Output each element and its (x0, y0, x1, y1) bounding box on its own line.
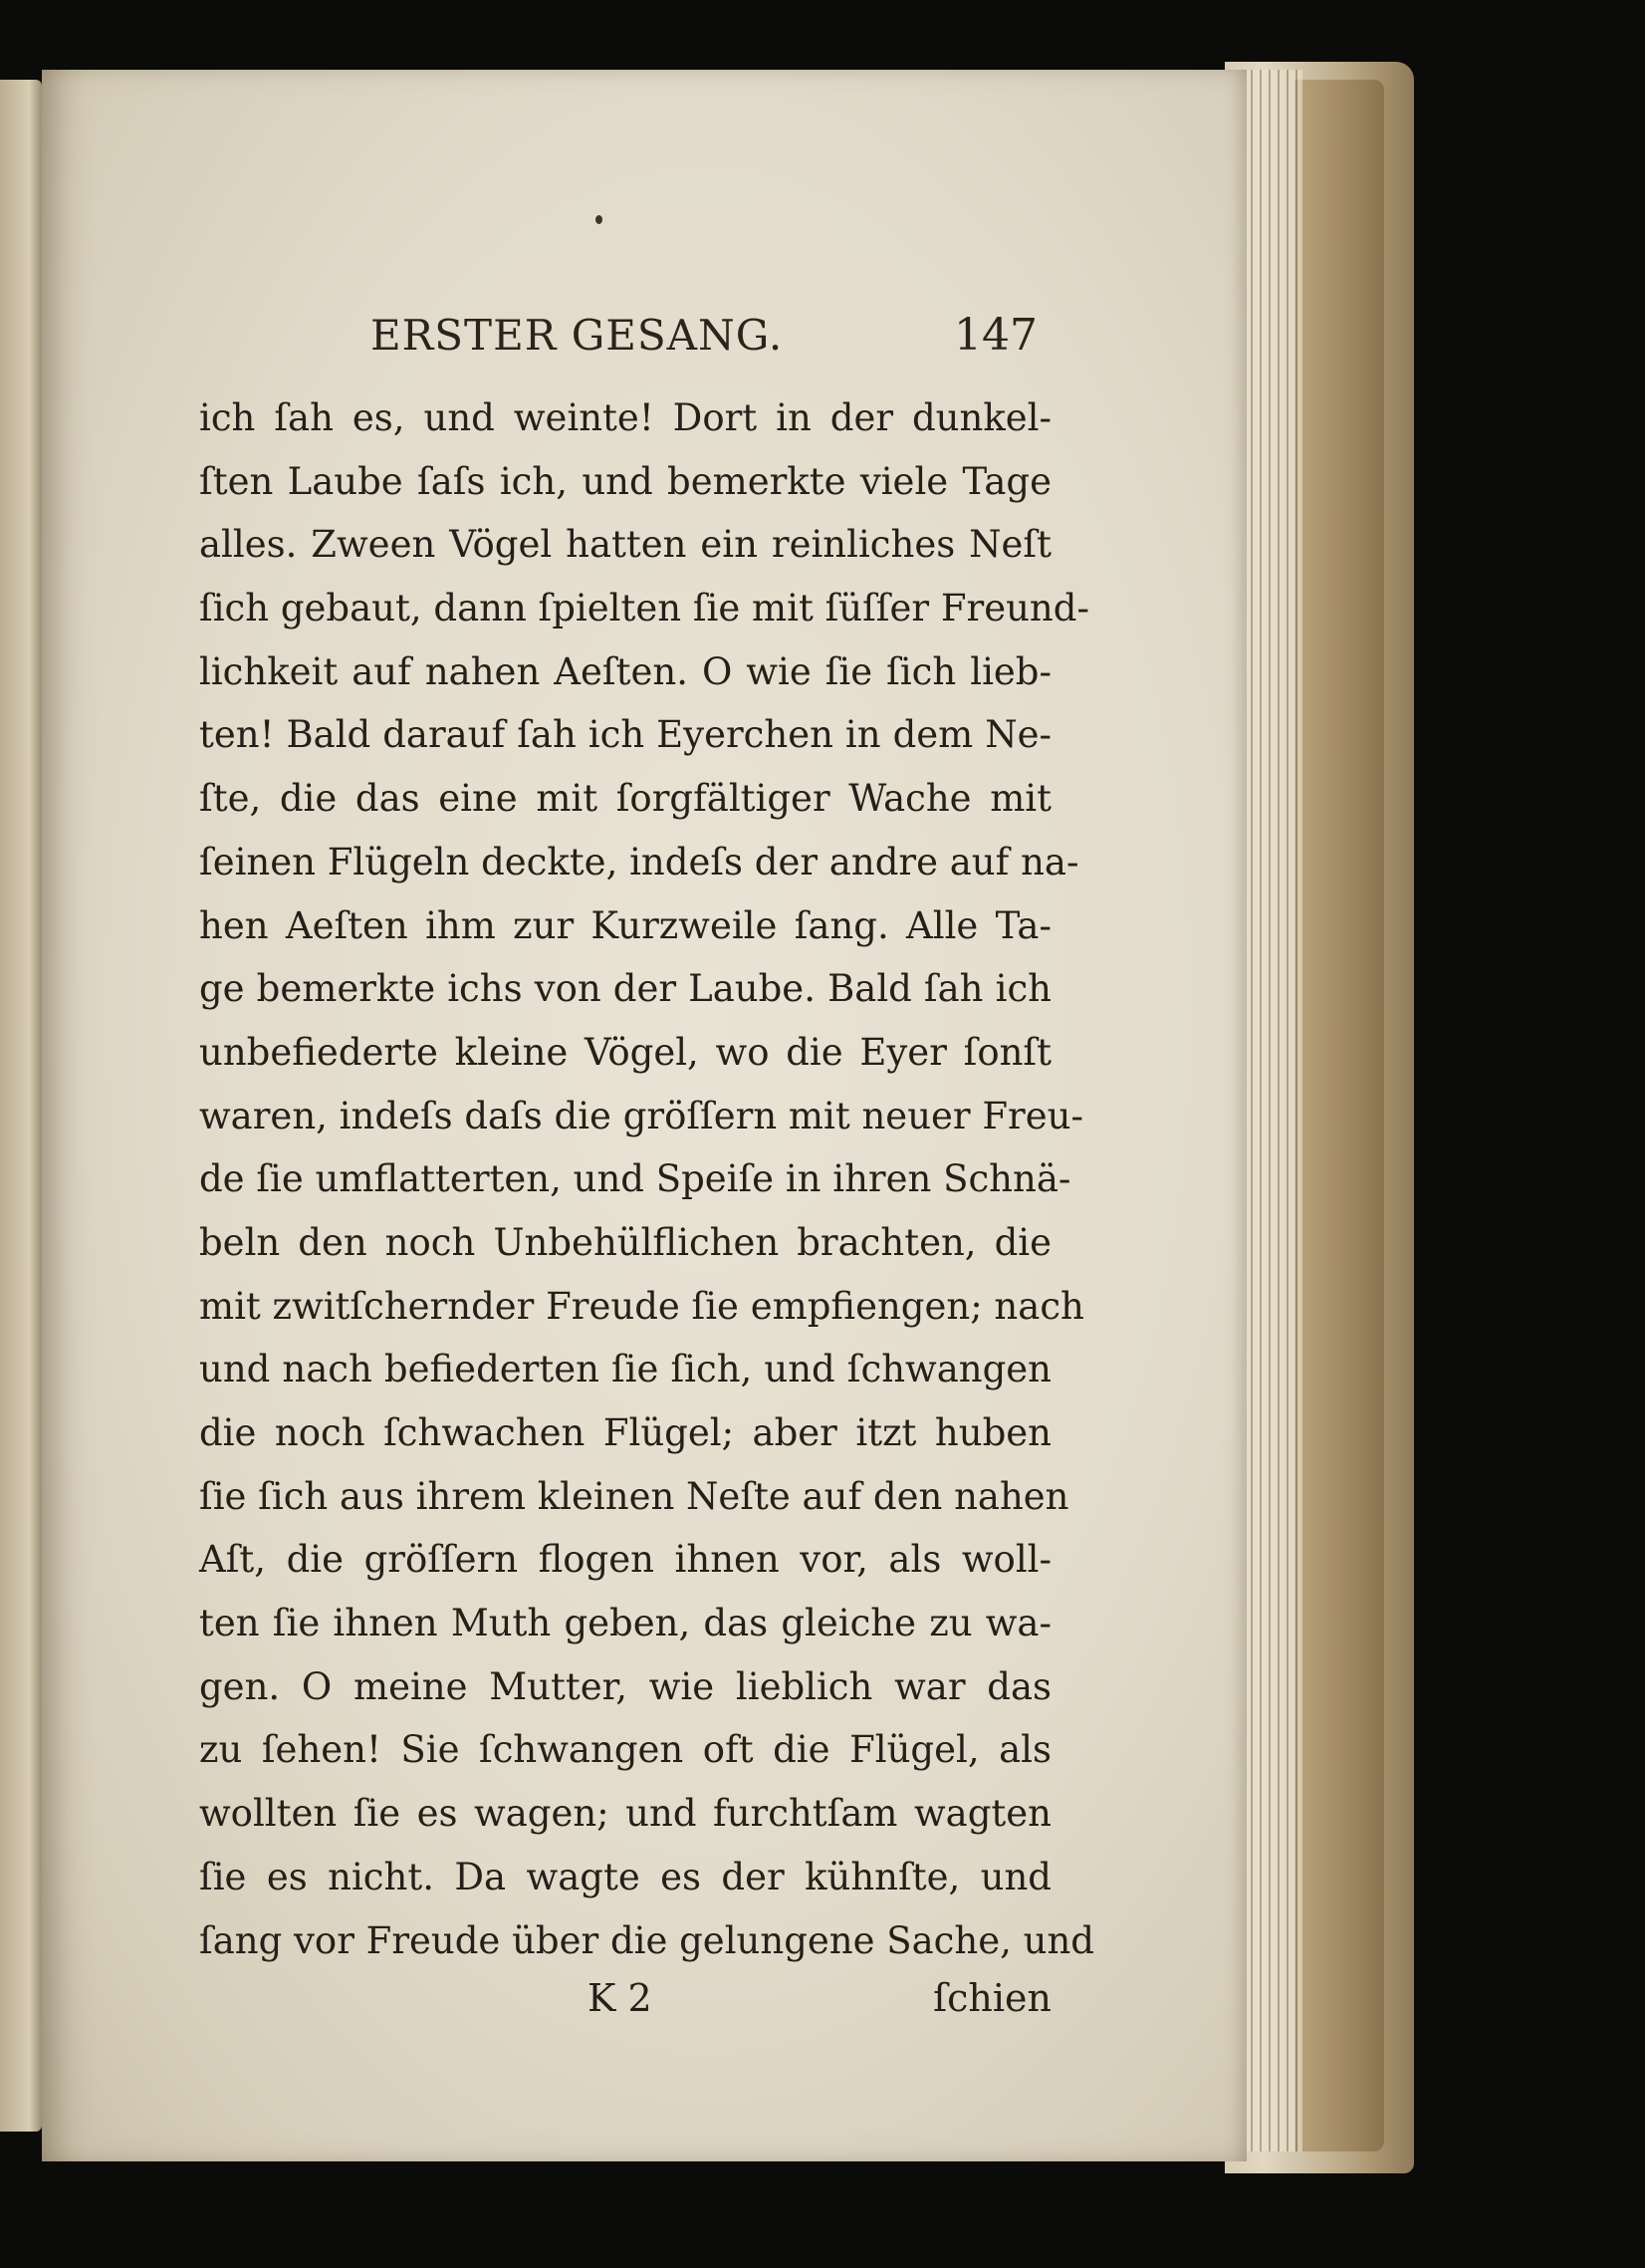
cover-edge (1294, 80, 1384, 2151)
text-line: ſte, die das eine mit ſorgfältiger Wache mit (199, 777, 1052, 821)
text-line: hen Aeſten ihm zur Kurzweile ſang. Alle Ta- (199, 903, 1052, 947)
text-line: ſang vor Freude über die gelungene Sache, und (199, 1918, 1094, 1962)
page-number: 147 (954, 310, 1038, 361)
text-line: lichkeit auf nahen Aeſten. O wie ſie ſich lieb- (199, 649, 1052, 693)
text-line: waren, indeſs daſs die gröſſern mit neuer Freu- (199, 1094, 1083, 1137)
book-page (42, 70, 1247, 2161)
text-line: Aſt, die gröſſern flogen ihnen vor, als woll- (199, 1538, 1052, 1582)
text-line: ten! Bald darauf ſah ich Eyerchen in dem Ne- (199, 713, 1052, 757)
text-line: ſich gebaut, dann ſpielten ſie mit ſüſſer Freund- (199, 587, 1089, 630)
text-line: ten ſie ihnen Muth geben, das gleiche zu wa- (199, 1602, 1052, 1645)
text-line: de ſie umflatterten, und Speiſe in ihren Schnä- (199, 1157, 1071, 1201)
text-line: ſie es nicht. Da wagte es der kühnſte, und (199, 1855, 1052, 1898)
running-title: ERSTER GESANG. (370, 311, 784, 360)
signature-mark: K 2 (588, 1976, 652, 2020)
text-line: und nach befiederten ſie ſich, und ſchwangen (199, 1348, 1052, 1391)
text-line: mit zwitſchernder Freude ſie empfiengen; nach (199, 1284, 1084, 1328)
text-line: gen. O meine Mutter, wie lieblich war das (199, 1664, 1052, 1708)
text-line: ge bemerkte ichs von der Laube. Bald ſah ich (199, 967, 1052, 1011)
body-text (199, 386, 1094, 1972)
text-line: beln den noch Unbehülflichen brachten, die (199, 1220, 1052, 1264)
page-footer (199, 1970, 1052, 2026)
text-line: ſeinen Flügeln deckte, indeſs der andre auf na- (199, 840, 1079, 883)
facing-page-edge (0, 80, 42, 2132)
catchword: ſchien (933, 1976, 1052, 2020)
text-line: ſten Laube ſaſs ich, und bemerkte viele Tage (199, 459, 1052, 503)
text-line: unbefiederte kleine Vögel, wo die Eyer ſonſt (199, 1030, 1052, 1074)
text-line: wollten ſie es wagen; und furchtſam wagten (199, 1792, 1052, 1836)
ink-spot (595, 215, 602, 224)
text-line: ſie ſich aus ihrem kleinen Neſte auf den nahen (199, 1474, 1069, 1518)
text-line: zu ſehen! Sie ſchwangen oft die Flügel, als (199, 1728, 1052, 1772)
text-line: ich ſah es, und weinte! Dort in der dunkel- (199, 396, 1052, 439)
text-line: alles. Zween Vögel hatten ein reinliches Neſt (199, 523, 1052, 567)
text-line: die noch ſchwachen Flügel; aber itzt huben (199, 1411, 1052, 1454)
page-header (370, 311, 1038, 361)
